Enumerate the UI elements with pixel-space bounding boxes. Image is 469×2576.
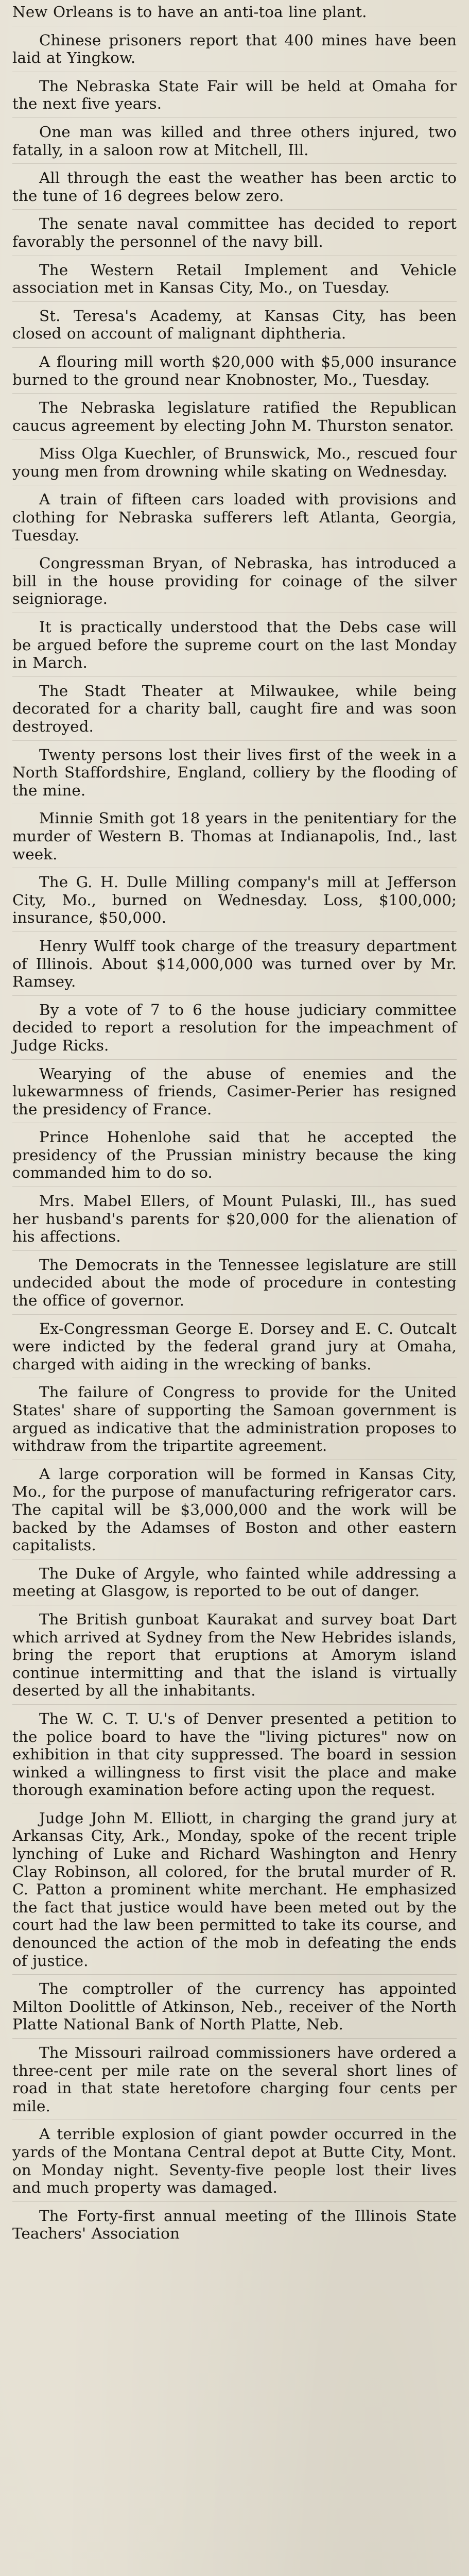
news-item-29: The British gunboat Kaurakat and survey boat Dart which arrived at Sydney from the New Hebrides islands, bring the report that eruptions at Amorym island continue intermitting and that the island is virtually deserted by all the inhabitants. <box>12 1610 457 1700</box>
item-divider <box>12 301 457 302</box>
item-divider <box>12 676 457 677</box>
news-item-28: The Duke of Argyle, who fainted while addressing a meeting at Glasgow, is reported to be out of danger. <box>12 1564 457 1600</box>
item-divider <box>12 1974 457 1975</box>
news-item-32: The comptroller of the currency has appointed Milton Doolittle of Atkinson, Neb., receiver of the North Platte National Bank of North Platte, Neb. <box>12 1980 457 2033</box>
news-item-10: The Nebraska legislature ratified the Republican caucus agreement by electing John M. Thurston senator. <box>12 399 457 434</box>
item-divider <box>12 1059 457 1060</box>
item-divider <box>12 1314 457 1315</box>
news-item-1: New Orleans is to have an anti-toa line plant. <box>12 3 367 21</box>
news-item-30: The W. C. T. U.'s of Denver presented a petition to the police board to have the "living pictures" now on exhibition in that city suppressed. The board in session winked a willingness to first visit the place and make thorough examination before acting upon the request. <box>12 1709 457 1799</box>
item-divider <box>12 347 457 348</box>
news-item-15: The Stadt Theater at Milwaukee, while being decorated for a charity ball, caught fire and was soon destroyed. <box>12 682 457 735</box>
news-item-4: One man was killed and three others injured, two fatally, in a saloon row at Mitchell, Ill. <box>12 123 457 159</box>
news-item-11: Miss Olga Kuechler, of Brunswick, Mo., rescued four young men from drowning while skating on Wednesday. <box>12 445 457 480</box>
news-item-2: Chinese prisoners report that 400 mines have been laid at Yingkow. <box>12 31 457 67</box>
news-item-33: The Missouri railroad commissioners have ordered a three-cent per mile rate on the several short lines of road in that state heretofore charging four cents per mile. <box>12 2044 457 2115</box>
item-divider <box>12 163 457 164</box>
news-item-7: The Western Retail Implement and Vehicle association met in Kansas City, Mo., on Tuesday. <box>12 261 457 297</box>
news-item-19: Henry Wulff took charge of the treasury department of Illinois. About $14,000,000 was turned over by Mr. Ramsey. <box>12 937 457 991</box>
item-divider <box>12 2038 457 2039</box>
item-divider <box>12 117 457 118</box>
news-item-34: A terrible explosion of giant powder occurred in the yards of the Montana Central depot at Butte City, Mont. on Monday night. Seventy-five people lost their lives and much property was damaged. <box>12 2125 457 2197</box>
news-item-22: Prince Hohenlohe said that he accepted the presidency of the Prussian ministry because the king commanded him to do so. <box>12 1128 457 1182</box>
item-divider <box>12 2201 457 2202</box>
news-item-14: It is practically understood that the Debs case will be argued before the supreme court on the last Monday in March. <box>12 618 457 672</box>
news-item-3: The Nebraska State Fair will be held at Omaha for the next five years. <box>12 77 457 113</box>
item-divider <box>12 995 457 996</box>
news-item-13: Congressman Bryan, of Nebraska, has introduced a bill in the house providing for coinage of the silver seigniorage. <box>12 554 457 608</box>
news-item-20: By a vote of 7 to 6 the house judiciary committee decided to report a resolution for the impeachment of Judge Ricks. <box>12 1001 457 1054</box>
item-divider <box>12 740 457 741</box>
news-item-5: All through the east the weather has been arctic to the tune of 16 degrees below zero. <box>12 169 457 205</box>
item-divider <box>12 1559 457 1560</box>
news-item-23: Mrs. Mabel Ellers, of Mount Pulaski, Ill., has sued her husband's parents for $20,000 for the alienation of his affections. <box>12 1192 457 1246</box>
news-item-12: A train of fifteen cars loaded with provisions and clothing for Nebraska sufferers left Atlanta, Georgia, Tuesday. <box>12 490 457 544</box>
news-item-26: The failure of Congress to provide for the United States' share of supporting the Samoan government is argued as indicative that the administration proposes to withdraw from the tripartite agreement. <box>12 1383 457 1455</box>
news-item-31: Judge John M. Elliott, in charging the grand jury at Arkansas City, Ark., Monday, spoke of the recent triple lynching of Luke and Richard Washington and Henry Clay Robinson, all colored, for the brutal murder of R. C. Patton a prominent white merchant. He emphasized the fact that justice would have been meted out by the court had the law been permitted to take its course, and denounced the action of the mob in defeating the ends of justice. <box>12 1809 457 1970</box>
item-divider <box>12 209 457 210</box>
item-divider <box>12 931 457 932</box>
item-divider <box>12 1704 457 1705</box>
news-item-27: A large corporation will be formed in Kansas City, Mo., for the purpose of manufacturing refrigerator cars. The capital will be $3,000,000 and the work will be backed by the Adamses of Boston and other eastern capitalists. <box>12 1465 457 1554</box>
news-item-17: Minnie Smith got 18 years in the penitentiary for the murder of Western B. Thomas at Indianapolis, Ind., last week. <box>12 809 457 863</box>
news-item-18: The G. H. Dulle Milling company's mill at Jefferson City, Mo., burned on Wednesday. Loss, $100,000; insurance, $50,000. <box>12 873 457 927</box>
news-item-9: A flouring mill worth $20,000 with $5,000 insurance burned to the ground near Knobnoster, Mo., Tuesday. <box>12 352 457 388</box>
news-item-21: Wearying of the abuse of enemies and the lukewarmness of friends, Casimer-Perier has resigned the presidency of France. <box>12 1064 457 1118</box>
news-item-24: The Democrats in the Tennessee legislature are still undecided about the mode of procedure in contesting the office of governor. <box>12 1256 457 1310</box>
item-divider <box>12 393 457 394</box>
news-item-6: The senate naval committee has decided to report favorably the personnel of the navy bill. <box>12 215 457 250</box>
news-item-16: Twenty persons lost their lives first of the week in a North Staffordshire, England, colliery by the flooding of the mine. <box>12 745 457 799</box>
news-item-8: St. Teresa's Academy, at Kansas City, has been closed on account of malignant diphtheria. <box>12 307 457 343</box>
item-divider <box>12 1250 457 1251</box>
news-item-25: Ex-Congressman George E. Dorsey and E. C. Outcalt were indicted by the federal grand jury at Omaha, charged with aiding in the wrecking of banks. <box>12 1319 457 1373</box>
news-item-35: The Forty-first annual meeting of the Illinois State Teachers' Association <box>12 2207 457 2243</box>
